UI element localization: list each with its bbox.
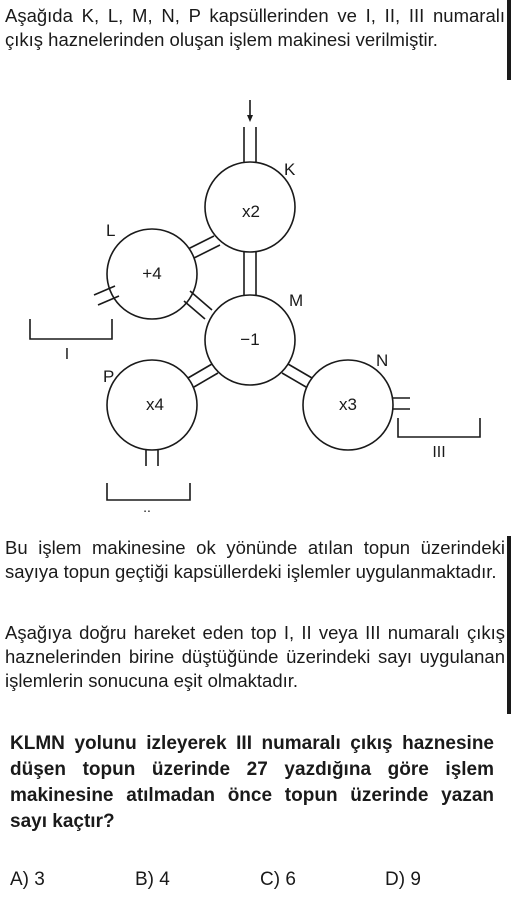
exit-bin-iii bbox=[398, 418, 480, 437]
choice-c[interactable]: C) 6 bbox=[260, 869, 296, 890]
paragraph-1: Bu işlem makinesine ok yönünde atılan topun üzerindeki sayıya topun geçtiği kapsüllerdeki işlemler uygulanmaktadır. bbox=[5, 537, 505, 582]
machine-diagram bbox=[0, 90, 511, 520]
choice-d[interactable]: D) 9 bbox=[385, 869, 421, 890]
capsule-l-op: +4 bbox=[142, 264, 162, 283]
capsule-n-label: N bbox=[376, 351, 389, 370]
margin-rule bbox=[507, 0, 511, 80]
capsule-l-label: L bbox=[106, 221, 116, 240]
margin-rule-2 bbox=[507, 536, 511, 714]
capsule-m-label: M bbox=[289, 291, 304, 310]
capsule-n-op: x3 bbox=[339, 395, 357, 414]
exit-bin-i bbox=[30, 319, 112, 339]
paragraph-2: Aşağıya doğru hareket eden top I, II veya III numaralı çıkış haznelerinden birine düştüğünde üzerindeki sayı uygulanan işlemlerin sonucuna eşit olmaktadır. bbox=[5, 622, 505, 691]
capsule-m-op: −1 bbox=[240, 330, 260, 349]
choice-a[interactable]: A) 3 bbox=[10, 869, 45, 890]
exit-iii-label: III bbox=[432, 444, 446, 461]
exit-i-label: I bbox=[64, 346, 70, 363]
question-text: KLMN yolunu izleyerek III numaralı çıkış haznesine düşen topun üzerinde 27 yazdığına göre işlem makinesine atılmadan önce topun üzerinde yazan sayı kaçtır? bbox=[10, 733, 494, 832]
exit-ii-label: .. bbox=[143, 499, 151, 515]
input-arrow-head bbox=[247, 115, 253, 122]
capsule-p-op: x4 bbox=[146, 395, 164, 414]
capsule-k-op: x2 bbox=[242, 202, 260, 221]
intro-text: Aşağıda K, L, M, N, P kapsüllerinden ve I, II, III numaralı çıkış haznelerinden oluşan işlem makinesi verilmiştir. bbox=[5, 5, 505, 50]
capsule-p-label: P bbox=[103, 367, 115, 386]
choice-b[interactable]: B) 4 bbox=[135, 869, 170, 890]
exit-bin-ii bbox=[107, 483, 190, 500]
capsule-k-label: K bbox=[284, 160, 296, 179]
